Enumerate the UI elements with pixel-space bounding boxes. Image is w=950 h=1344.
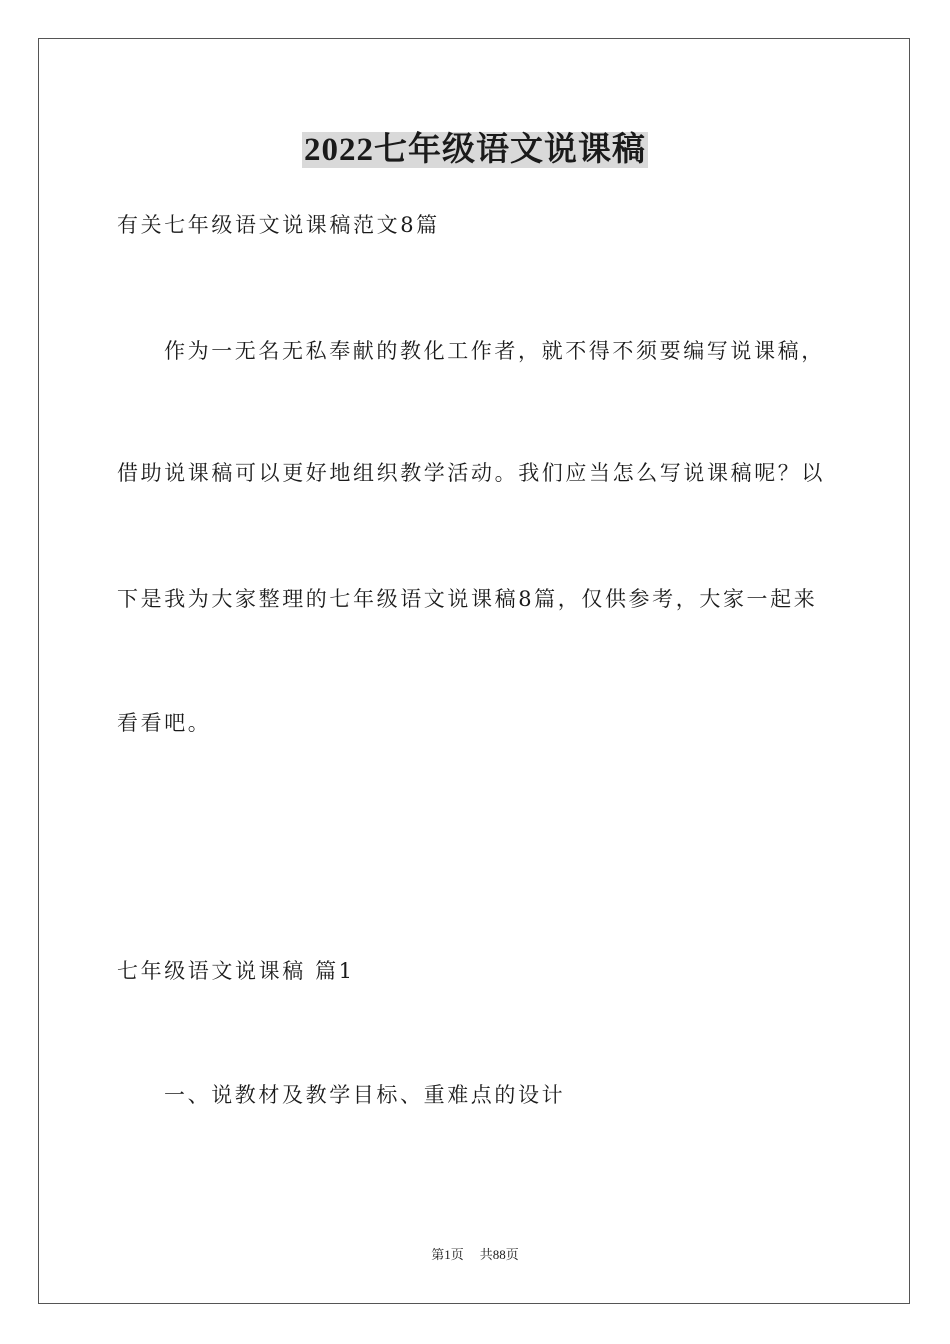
document-title-text: 2022七年级语文说课稿 — [304, 132, 646, 168]
page-footer — [0, 1246, 950, 1264]
document-title — [0, 128, 950, 172]
page-number-total: 共88页 — [479, 1247, 519, 1262]
section-heading: 七年级语文说课稿 篇1 — [117, 959, 355, 983]
intro-line-1: 作为一无名无私奉献的教化工作者，就不得不须要编写说课稿， — [164, 339, 825, 363]
page-number-current: 第1页 — [431, 1247, 464, 1262]
intro-line-4: 看看吧。 — [117, 711, 212, 735]
subsection-heading: 一、说教材及教学目标、重难点的设计 — [164, 1083, 566, 1107]
intro-line-3: 下是我为大家整理的七年级语文说课稿8篇，仅供参考，大家一起来 — [117, 587, 818, 611]
document-subtitle: 有关七年级语文说课稿范文8篇 — [117, 213, 440, 237]
intro-line-2: 借助说课稿可以更好地组织教学活动。我们应当怎么写说课稿呢？以 — [117, 461, 825, 485]
